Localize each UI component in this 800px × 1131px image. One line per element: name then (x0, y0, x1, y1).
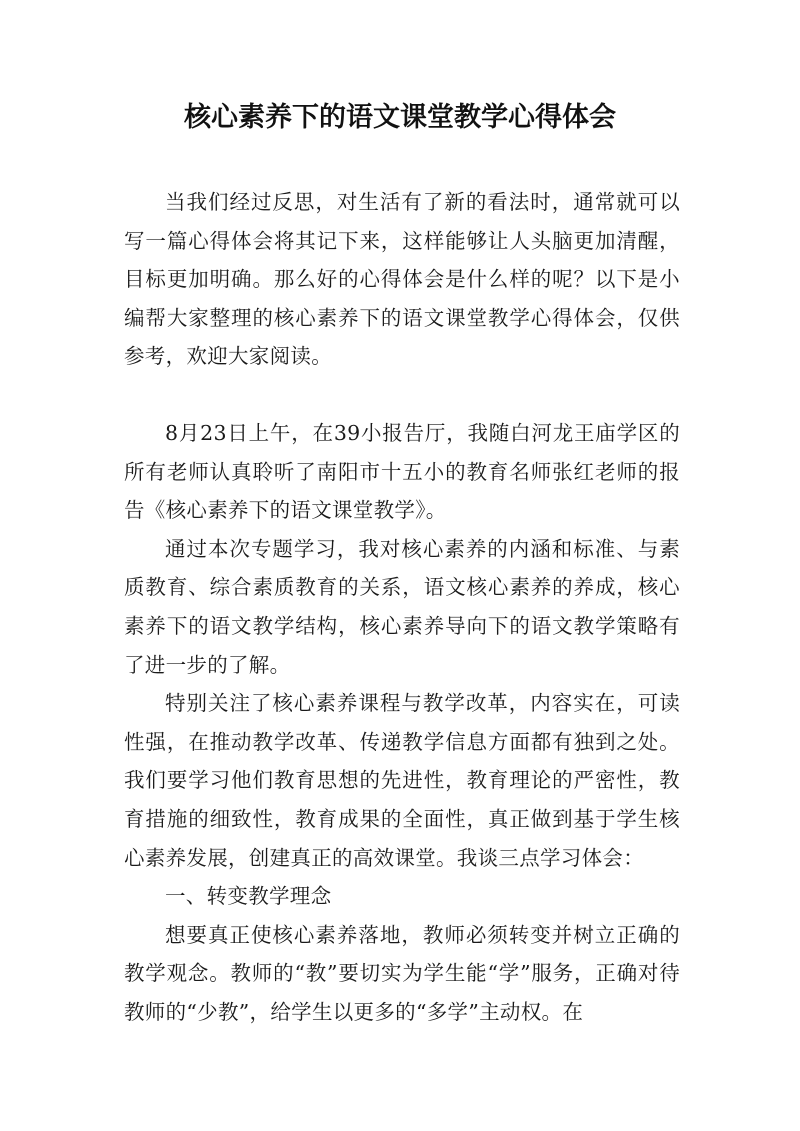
document-title: 核心素养下的语文课堂教学心得体会 (184, 102, 616, 133)
paragraph-concept: 想要真正使核心素养落地，教师必须转变并树立正确的教学观念。教师的“教”要切实为学生能“学”服务，正确对待教师的“少教”，给学生以更多的“多学”主动权。在 (124, 922, 680, 1024)
paragraph-gap (124, 376, 680, 414)
document-body (124, 183, 680, 1031)
paragraph-report: 8月23日上午，在39小报告厅，我随白河龙王庙学区的所有老师认真聆听了南阳市十五小的教育名师张红老师的报告《核心素养下的语文课堂教学》。 (124, 420, 680, 523)
paragraph-study: 通过本次专题学习，我对核心素养的内涵和标准、与素质教育、综合素质教育的关系，语文核心素养的养成，核心素养下的语文教学结构，核心素养导向下的语文教学策略有了进一步的了解。 (124, 536, 680, 677)
paragraph-focus: 特别关注了核心素养课程与教学改革，内容实在，可读性强，在推动教学改革、传递教学信息方面都有独到之处。我们要学习他们教育思想的先进性，教育理论的严密性，教育措施的细致性，教育成果的全面性，真正做到基于学生核心素养发展，创建真正的高效课堂。我谈三点学习体会： (124, 691, 680, 870)
intro-paragraph: 当我们经过反思，对生活有了新的看法时，通常就可以写一篇心得体会将其记下来，这样能够让人头脑更加清醒，目标更加明确。那么好的心得体会是什么样的呢？以下是小编帮大家整理的核心素养下的语文课堂教学心得体会，仅供参考，欢迎大家阅读。 (124, 190, 680, 369)
section-heading: 一、转变教学理念 (165, 884, 332, 909)
